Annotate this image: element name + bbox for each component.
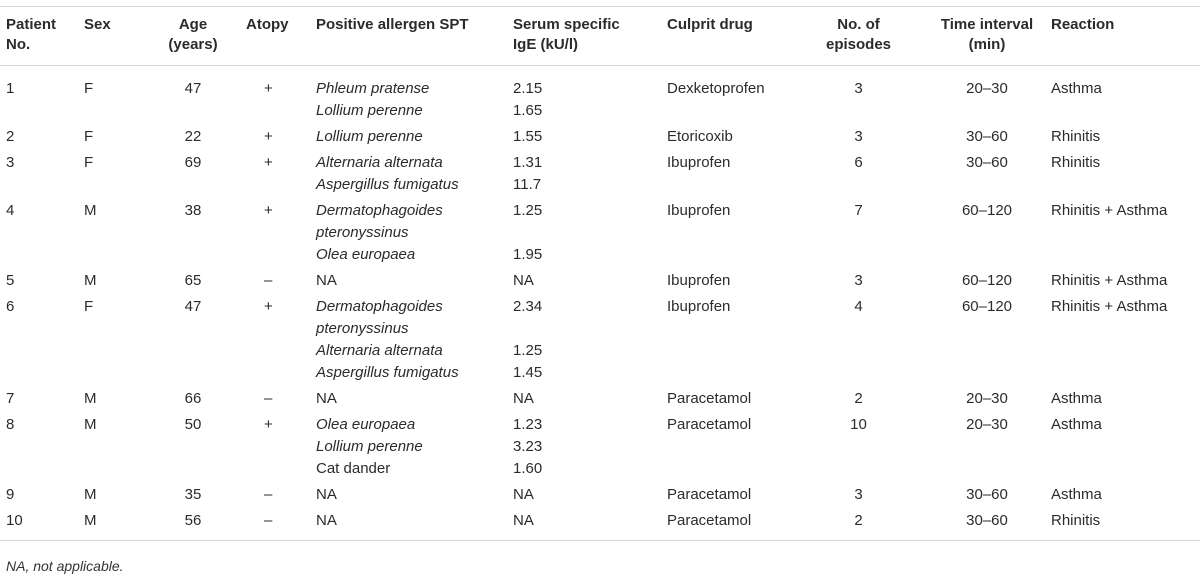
ige-cell-line: NA [513, 512, 534, 529]
header-line: Reaction [1051, 16, 1115, 33]
sex-cell: F [84, 80, 94, 97]
ige-cell [513, 196, 667, 266]
drug-cell: Paracetamol [667, 416, 752, 433]
allergen-cell-line: Dermatophagoides [316, 298, 443, 315]
header-serum-ige [513, 7, 667, 66]
atopy-cell: + [264, 128, 273, 145]
atopy-cell: – [264, 512, 273, 529]
age-cell: 50 [184, 416, 202, 433]
interval-cell: 20–30 [966, 390, 1008, 407]
patient-no-cell: 2 [6, 128, 15, 145]
age-cell: 47 [184, 298, 202, 315]
allergen-cell [316, 292, 513, 384]
episodes-cell: 3 [854, 128, 863, 145]
ige-cell-line: 1.55 [513, 128, 543, 145]
atopy-cell: + [264, 298, 273, 315]
reaction-cell: Rhinitis + Asthma [1051, 298, 1168, 315]
age-cell: 69 [184, 154, 202, 171]
header-line: Patient [6, 16, 57, 33]
age-cell: 66 [184, 390, 202, 407]
header-line: IgE (kU/l) [513, 36, 579, 53]
header-line: Serum specific [513, 16, 620, 33]
reaction-cell: Asthma [1051, 390, 1102, 407]
ige-cell-line: 1.65 [513, 102, 543, 119]
patient-no-cell: 8 [6, 416, 15, 433]
table-row [0, 410, 1200, 480]
allergen-cell-line: pteronyssinus [316, 320, 409, 337]
episodes-cell: 10 [850, 416, 867, 433]
header-line: (min) [968, 36, 1006, 53]
drug-cell: Paracetamol [667, 486, 752, 503]
atopy-cell: + [264, 154, 273, 171]
allergen-cell [316, 480, 513, 506]
age-cell: 56 [184, 512, 202, 529]
ige-cell [513, 292, 667, 384]
allergen-cell [316, 122, 513, 148]
drug-cell: Etoricoxib [667, 128, 733, 145]
allergen-cell [316, 506, 513, 541]
drug-cell: Dexketoprofen [667, 80, 765, 97]
allergen-cell [316, 266, 513, 292]
patient-no-cell: 6 [6, 298, 15, 315]
header-culprit-drug [667, 7, 794, 66]
table-row [0, 148, 1200, 196]
allergen-cell-line: Phleum pratense [316, 80, 430, 97]
table-row [0, 122, 1200, 148]
allergen-cell [316, 384, 513, 410]
header-line: episodes [825, 36, 892, 53]
allergen-cell-line: NA [316, 272, 337, 289]
allergen-cell [316, 66, 513, 123]
drug-cell: Ibuprofen [667, 202, 731, 219]
ige-cell-line [513, 318, 667, 340]
ige-cell-line: 1.25 [513, 202, 543, 219]
table-body [0, 66, 1200, 541]
age-cell: 22 [184, 128, 202, 145]
patient-no-cell: 1 [6, 80, 15, 97]
ige-cell-line: 1.23 [513, 416, 543, 433]
episodes-cell: 2 [854, 390, 863, 407]
drug-cell: Ibuprofen [667, 154, 731, 171]
drug-cell: Paracetamol [667, 390, 752, 407]
ige-cell-line: NA [513, 486, 534, 503]
table-row [0, 506, 1200, 541]
allergen-cell-line: Olea europaea [316, 416, 416, 433]
allergen-cell-line: NA [316, 486, 337, 503]
ige-cell-line: 11.7 [513, 176, 542, 193]
interval-cell: 60–120 [961, 272, 1013, 289]
reaction-cell: Asthma [1051, 416, 1102, 433]
ige-cell-line: 1.60 [513, 460, 543, 477]
reaction-cell: Asthma [1051, 486, 1102, 503]
age-cell: 38 [184, 202, 202, 219]
reaction-cell: Asthma [1051, 80, 1102, 97]
table-row [0, 266, 1200, 292]
ige-cell-line: NA [513, 390, 534, 407]
drug-cell: Paracetamol [667, 512, 752, 529]
allergen-cell-line: NA [316, 390, 337, 407]
sex-cell: M [84, 390, 97, 407]
interval-cell: 30–60 [966, 486, 1008, 503]
header-positive-allergen-spt [316, 7, 513, 66]
header-age [140, 7, 246, 66]
allergen-cell-line: Aspergillus fumigatus [316, 176, 459, 193]
interval-cell: 20–30 [966, 80, 1008, 97]
episodes-cell: 4 [854, 298, 863, 315]
header-line: No. of [837, 16, 880, 33]
patient-no-cell: 5 [6, 272, 15, 289]
header-reaction [1051, 7, 1200, 66]
atopy-cell: + [264, 416, 273, 433]
allergen-cell [316, 196, 513, 266]
allergen-cell-line: Alternaria alternata [316, 342, 443, 359]
episodes-cell: 3 [854, 272, 863, 289]
episodes-cell: 2 [854, 512, 863, 529]
patient-no-cell: 4 [6, 202, 15, 219]
header-sex [84, 7, 140, 66]
header-line: Sex [84, 16, 111, 33]
ige-cell [513, 266, 667, 292]
atopy-cell: + [264, 80, 273, 97]
patient-no-cell: 9 [6, 486, 15, 503]
allergen-cell-line: Alternaria alternata [316, 154, 443, 171]
reaction-cell: Rhinitis + Asthma [1051, 272, 1168, 289]
age-cell: 47 [184, 80, 202, 97]
interval-cell: 60–120 [961, 298, 1013, 315]
drug-cell: Ibuprofen [667, 298, 731, 315]
ige-cell [513, 480, 667, 506]
atopy-cell: – [264, 272, 273, 289]
ige-cell [513, 122, 667, 148]
header-line: No. [6, 36, 31, 53]
patient-table [0, 6, 1200, 541]
episodes-cell: 7 [854, 202, 863, 219]
header-line: (years) [168, 36, 218, 53]
allergen-cell-line: Lollium perenne [316, 102, 423, 119]
allergen-cell-line: pteronyssinus [316, 224, 409, 241]
ige-cell [513, 384, 667, 410]
ige-cell [513, 506, 667, 541]
ige-cell-line: 1.45 [513, 364, 543, 381]
table-row [0, 292, 1200, 384]
sex-cell: F [84, 298, 94, 315]
atopy-cell: – [264, 390, 273, 407]
ige-cell [513, 66, 667, 123]
sex-cell: M [84, 512, 97, 529]
table-row [0, 384, 1200, 410]
sex-cell: M [84, 272, 97, 289]
table-row [0, 66, 1200, 123]
interval-cell: 30–60 [966, 128, 1008, 145]
table-row [0, 480, 1200, 506]
allergen-cell [316, 148, 513, 196]
interval-cell: 60–120 [961, 202, 1013, 219]
ige-cell-line: 1.95 [513, 246, 543, 263]
episodes-cell: 3 [854, 80, 863, 97]
ige-cell-line [513, 222, 667, 244]
patient-no-cell: 7 [6, 390, 15, 407]
header-atopy [246, 7, 316, 66]
allergen-cell-line: Lollium perenne [316, 128, 423, 145]
header-time-interval [923, 7, 1051, 66]
allergen-cell-line: Cat dander [316, 460, 391, 477]
sex-cell: M [84, 202, 97, 219]
header-episodes [794, 7, 923, 66]
allergen-cell-line: Lollium perenne [316, 438, 423, 455]
patient-no-cell: 3 [6, 154, 15, 171]
reaction-cell: Rhinitis [1051, 154, 1101, 171]
patient-no-cell: 10 [6, 512, 23, 529]
episodes-cell: 6 [854, 154, 863, 171]
ige-cell-line: 1.25 [513, 342, 543, 359]
ige-cell [513, 410, 667, 480]
allergen-cell-line: Olea europaea [316, 246, 416, 263]
sex-cell: M [84, 416, 97, 433]
age-cell: 35 [184, 486, 202, 503]
reaction-cell: Rhinitis [1051, 512, 1101, 529]
ige-cell-line: 2.34 [513, 298, 543, 315]
table-row [0, 196, 1200, 266]
interval-cell: 30–60 [966, 154, 1008, 171]
interval-cell: 30–60 [966, 512, 1008, 529]
interval-cell: 20–30 [966, 416, 1008, 433]
header-line: Time interval [940, 16, 1034, 33]
reaction-cell: Rhinitis [1051, 128, 1101, 145]
sex-cell: F [84, 128, 94, 145]
footnote: NA, not applicable. [6, 558, 124, 574]
allergen-cell-line: Dermatophagoides [316, 202, 443, 219]
header-line: Positive allergen SPT [316, 16, 469, 33]
ige-cell-line: 3.23 [513, 438, 543, 455]
age-cell: 65 [184, 272, 202, 289]
header-line: Age [178, 16, 208, 33]
reaction-cell: Rhinitis + Asthma [1051, 202, 1168, 219]
ige-cell-line: NA [513, 272, 534, 289]
header-patient-no [0, 7, 84, 66]
allergen-cell [316, 410, 513, 480]
episodes-cell: 3 [854, 486, 863, 503]
drug-cell: Ibuprofen [667, 272, 731, 289]
sex-cell: F [84, 154, 94, 171]
atopy-cell: + [264, 202, 273, 219]
ige-cell [513, 148, 667, 196]
sex-cell: M [84, 486, 97, 503]
allergen-cell-line: Aspergillus fumigatus [316, 364, 459, 381]
allergen-cell-line: NA [316, 512, 337, 529]
header-line: Culprit drug [667, 16, 753, 33]
ige-cell-line: 1.31 [513, 154, 543, 171]
atopy-cell: – [264, 486, 273, 503]
header-line: Atopy [246, 16, 289, 33]
header-row [0, 7, 1200, 66]
ige-cell-line: 2.15 [513, 80, 543, 97]
